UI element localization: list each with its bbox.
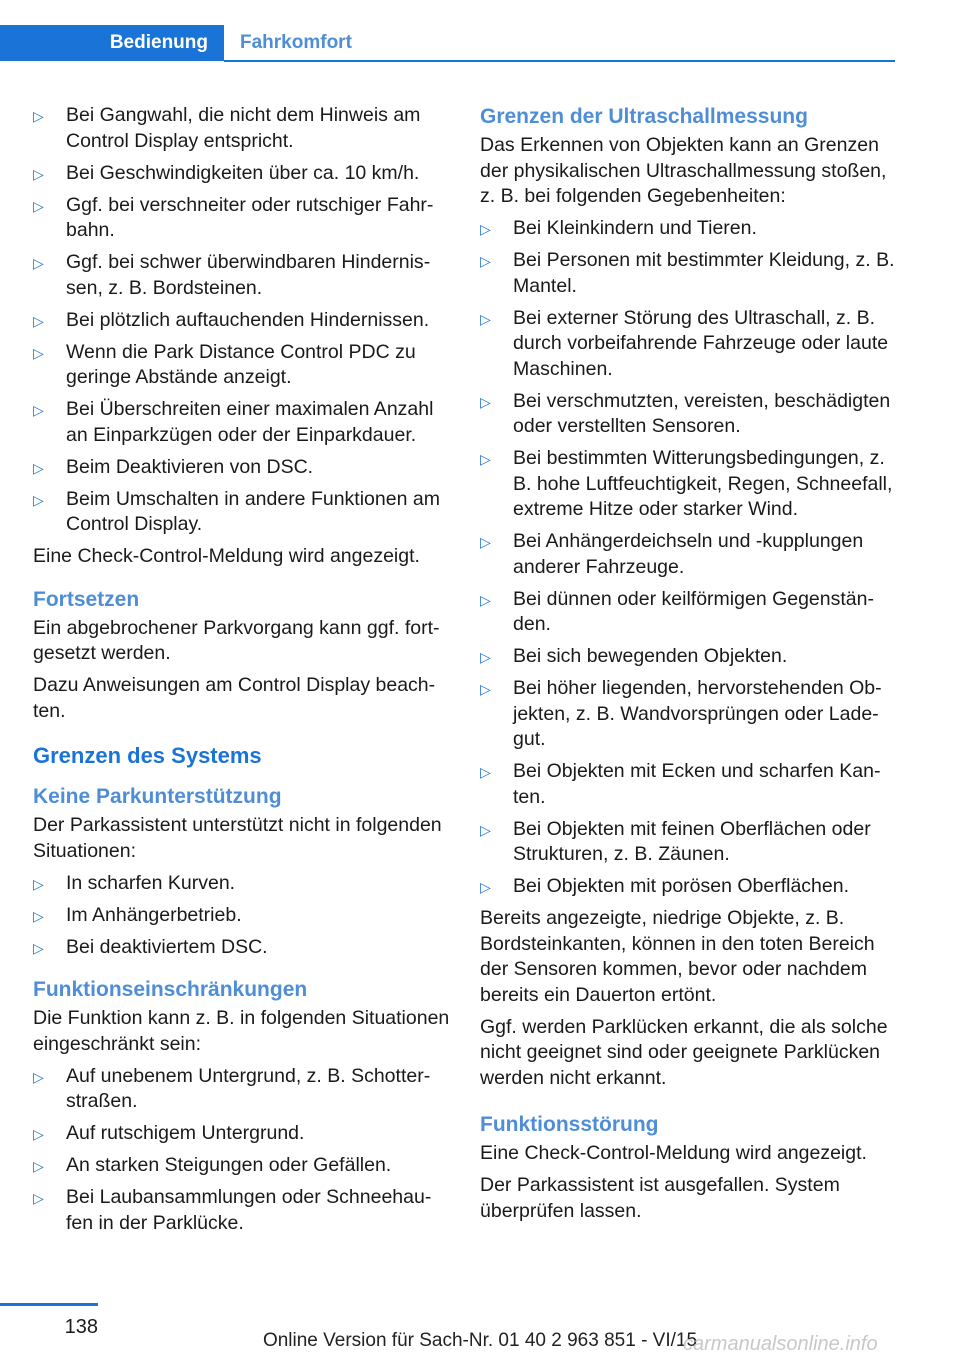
triangle-bullet-icon: ▷ [480, 451, 491, 467]
list-item-text: Bei Kleinkindern und Tieren. [513, 217, 757, 239]
triangle-bullet-icon: ▷ [480, 764, 491, 780]
list-item-text: Bei Objekten mit Ecken und scharfen Kanten. [513, 760, 881, 808]
triangle-bullet-icon: ▷ [33, 939, 44, 956]
list-item-text: Bei externer Störung des Ultraschall, z. B. durch vorbeifahrende Fahrzeuge oder laute Maschinen. [513, 306, 889, 380]
list-item-text: Auf rutschigem Untergrund. [66, 1122, 305, 1144]
list-item-text: Wenn die Park Distance Control PDC zu geringe Abstände anzeigt. [66, 340, 416, 388]
list-item [33, 193, 451, 244]
triangle-bullet-icon: ▷ [480, 681, 491, 697]
list-item-text: Auf unebenem Untergrund, z. B. Schotterstraßen. [66, 1064, 431, 1112]
list-item [33, 161, 451, 187]
list-item-text: Ggf. bei schwer überwindbaren Hindernissen, z. B. Bordsteinen. [66, 251, 431, 299]
triangle-bullet-icon: ▷ [480, 821, 491, 838]
list-item [480, 389, 898, 440]
triangle-bullet-icon: ▷ [480, 221, 491, 237]
paragraph: Der Parkassistent unterstützt nicht in folgenden Situationen: [33, 814, 442, 862]
list-item [33, 340, 451, 391]
restrictions-list [33, 1064, 451, 1237]
footer-rule [0, 1303, 98, 1306]
list-item [33, 250, 451, 301]
page-header [0, 0, 895, 62]
list-item [33, 1153, 451, 1179]
list-item [33, 1185, 451, 1236]
paragraph: Das Erkennen von Objekten kann an Grenzen der physikalischen Ultraschallmessung stoßen, z. B. bei folgenden Gegebenheiten: [480, 134, 887, 207]
triangle-bullet-icon: ▷ [480, 393, 491, 410]
list-item [480, 216, 898, 242]
paragraph: Dazu Anweisungen am Control Display beachten. [33, 674, 436, 722]
no-support-list [33, 871, 451, 961]
list-item-text: Im Anhängerbetrieb. [66, 903, 242, 926]
section-tab-inactive: Fahrkomfort [240, 32, 352, 53]
paragraph: Eine Check-Control-Meldung wird angezeigt. [480, 1142, 867, 1164]
list-item [33, 455, 451, 481]
triangle-bullet-icon: ▷ [33, 344, 44, 361]
triangle-bullet-icon: ▷ [33, 108, 44, 124]
list-item-text: Bei Personen mit bestimmter Kleidung, z. B. Mantel. [513, 249, 895, 297]
list-item [480, 587, 898, 638]
triangle-bullet-icon: ▷ [33, 459, 44, 476]
list-item [33, 487, 451, 538]
section-tab-active: Bedienung [0, 25, 224, 61]
list-item-text: Bei Überschreiten einer maximalen Anzahl an Einparkzügen oder der Einparkdauer. [66, 398, 434, 446]
list-item [480, 306, 898, 383]
triangle-bullet-icon: ▷ [33, 491, 44, 508]
list-item-text: Bei Objekten mit feinen Oberflächen oder Strukturen, z. B. Zäunen. [513, 817, 871, 865]
triangle-bullet-icon: ▷ [480, 649, 491, 665]
heading-grenzen-ultraschallmessung: Grenzen der Ultraschallmessung [480, 105, 808, 128]
list-item [33, 935, 451, 961]
list-item [33, 103, 451, 154]
paragraph: Ein abgebrochener Parkvorgang kann ggf. fortgesetzt werden. [33, 616, 440, 664]
list-item-text: Ggf. bei verschneiter oder rutschiger Fahrbahn. [66, 193, 434, 241]
heading-funktionsstoerung: Funktionsstörung [480, 1113, 659, 1136]
list-item-text: Bei Gangwahl, die nicht dem Hinweis am Control Display entspricht. [66, 104, 421, 152]
list-item-text: Bei deaktiviertem DSC. [66, 935, 268, 958]
triangle-bullet-icon: ▷ [480, 310, 491, 327]
list-item-text: Bei höher liegenden, hervorstehenden Objekten, z. B. Wandvorsprüngen oder Ladegut. [513, 677, 882, 750]
list-item [33, 397, 451, 448]
triangle-bullet-icon: ▷ [480, 591, 491, 608]
list-item [480, 874, 898, 900]
list-item-text: An starken Steigungen oder Gefällen. [66, 1154, 392, 1176]
list-item [480, 676, 898, 753]
paragraph: Ggf. werden Parklücken erkannt, die als solche nicht geeignet sind oder geeignete Parklücken werden nicht erkannt. [480, 1015, 888, 1089]
header-rule [224, 60, 895, 62]
triangle-bullet-icon: ▷ [33, 255, 44, 271]
abort-conditions-list [33, 103, 451, 538]
paragraph: Eine Check-Control-Meldung wird angezeigt. [33, 545, 420, 567]
list-item-text: Bei Anhängerdeichseln und -kupplungen anderer Fahrzeuge. [513, 530, 864, 578]
page-number: 138 [64, 1316, 98, 1338]
triangle-bullet-icon: ▷ [33, 197, 44, 214]
triangle-bullet-icon: ▷ [33, 312, 44, 329]
triangle-bullet-icon: ▷ [480, 879, 491, 895]
list-item [480, 446, 898, 523]
triangle-bullet-icon: ▷ [33, 165, 44, 182]
heading-funktionseinschraenkungen: Funktionseinschränkungen [33, 978, 308, 1001]
triangle-bullet-icon: ▷ [33, 1158, 44, 1174]
triangle-bullet-icon: ▷ [33, 1068, 44, 1085]
list-item-text: Beim Umschalten in andere Funktionen am Control Display. [66, 487, 440, 535]
triangle-bullet-icon: ▷ [480, 534, 491, 550]
list-item [480, 817, 898, 868]
footer-version-text: Online Version für Sach-Nr. 01 40 2 963 851 - VI/15 [262, 1330, 698, 1351]
watermark: carmanualsonline.info [683, 1333, 878, 1355]
list-item [33, 1064, 451, 1115]
list-item [480, 759, 898, 810]
triangle-bullet-icon: ▷ [33, 402, 44, 418]
ultrasonic-limits-list [480, 216, 898, 900]
paragraph: Die Funktion kann z. B. in folgenden Situationen eingeschränkt sein: [33, 1007, 450, 1055]
list-item-text: Bei Geschwindigkeiten über ca. 10 km/h. [66, 161, 420, 184]
list-item [33, 903, 451, 929]
paragraph: Bereits angezeigte, niedrige Objekte, z. B. Bordsteinkanten, können in den toten Bereich der Sensoren kommen, bevor oder nachdem bereits ein Dauerton ertönt. [480, 907, 875, 1006]
triangle-bullet-icon: ▷ [33, 1190, 44, 1206]
heading-keine-parkunterstuetzung: Keine Parkunterstützung [33, 785, 282, 808]
list-item-text: Bei Laubansammlungen oder Schneehaufen in der Parklücke. [66, 1186, 432, 1234]
list-item-text: Bei plötzlich auftauchenden Hindernissen. [66, 308, 430, 331]
triangle-bullet-icon: ▷ [33, 875, 44, 892]
list-item-text: Bei dünnen oder keilförmigen Gegenständen. [513, 587, 874, 635]
triangle-bullet-icon: ▷ [33, 1126, 44, 1142]
list-item [33, 1121, 451, 1147]
left-column [33, 103, 451, 1243]
heading-grenzen-des-systems: Grenzen des Systems [33, 743, 262, 768]
list-item-text: Bei sich bewegenden Objekten. [513, 645, 788, 667]
heading-fortsetzen: Fortsetzen [33, 587, 140, 611]
list-item [33, 871, 451, 897]
triangle-bullet-icon: ▷ [33, 907, 44, 924]
triangle-bullet-icon: ▷ [480, 253, 491, 269]
paragraph: Der Parkassistent ist ausgefallen. System überprüfen lassen. [480, 1174, 840, 1222]
list-item-text: Beim Deaktivieren von DSC. [66, 455, 314, 478]
list-item-text: In scharfen Kurven. [66, 871, 236, 894]
list-item [480, 644, 898, 670]
list-item [480, 248, 898, 299]
list-item-text: Bei bestimmten Witterungsbedingungen, z. B. hohe Luftfeuchtigkeit, Regen, Schneefall, extreme Hitze oder starker Wind. [513, 447, 893, 520]
list-item [33, 308, 451, 334]
list-item [480, 529, 898, 580]
list-item-text: Bei Objekten mit porösen Oberflächen. [513, 875, 850, 897]
list-item-text: Bei verschmutzten, vereisten, beschädigten oder verstellten Sensoren. [513, 389, 891, 437]
right-column [480, 103, 898, 1231]
